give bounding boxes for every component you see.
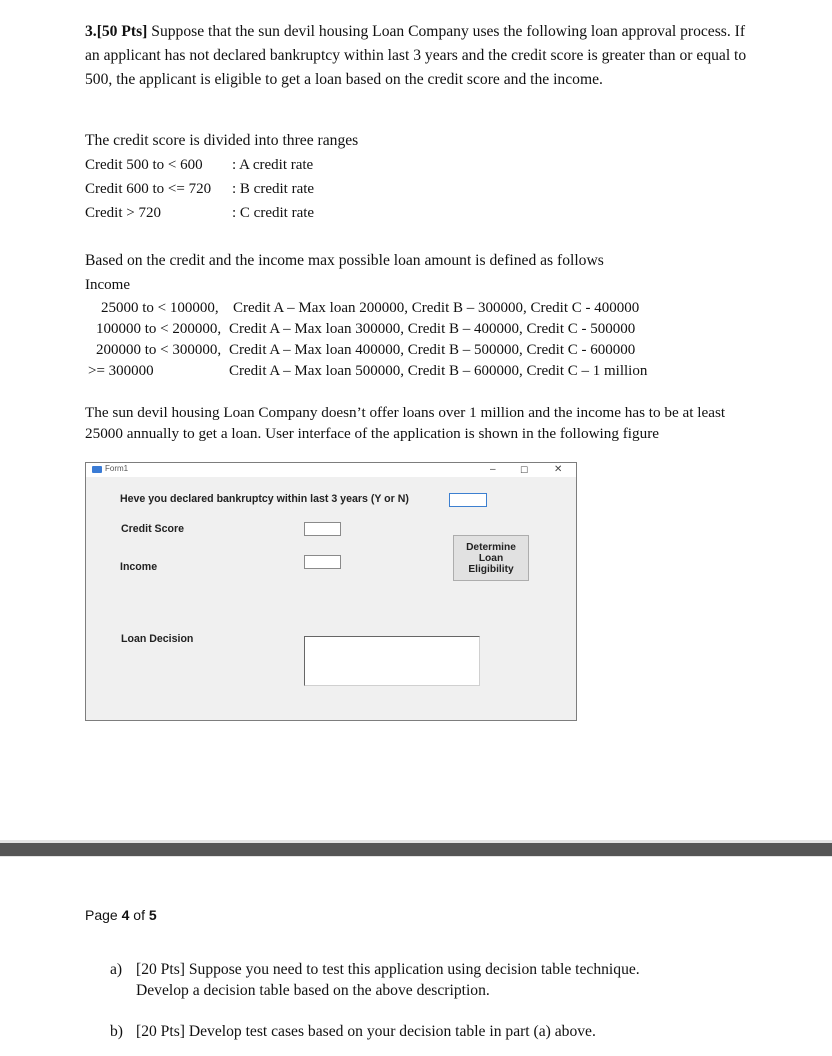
credit-rate-c: : C credit rate xyxy=(232,205,315,221)
credit-heading: The credit score is divided into three ranges xyxy=(85,132,359,149)
income-input[interactable] xyxy=(304,555,341,569)
income-loans-1: Credit A – Max loan 200000, Credit B – 300000, Credit C - 400000 xyxy=(233,300,640,316)
page-number xyxy=(85,907,157,923)
note-paragraph: The sun devil housing Loan Company doesn’t offer loans over 1 million and the income has to be at least 25000 annually to get a loan. User interface of the application is shown in the following figure xyxy=(85,404,726,442)
button-line-2: Loan xyxy=(478,553,504,564)
income-loans-4: Credit A – Max loan 500000, Credit B – 600000, Credit C – 1 million xyxy=(229,363,648,379)
intro-paragraph xyxy=(85,20,750,92)
income-field-label: Income xyxy=(120,561,158,573)
credit-score-input[interactable] xyxy=(304,522,341,536)
bankruptcy-label: Heve you declared bankruptcy within last 3 years (Y or N) xyxy=(120,493,409,505)
determine-loan-eligibility-button[interactable] xyxy=(453,535,529,581)
credit-range-b: Credit 600 to <= 720 xyxy=(85,181,212,197)
button-line-3: Eligibility xyxy=(468,564,514,575)
page-break-bar-dark xyxy=(0,843,832,856)
income-range-4: >= 300000 xyxy=(88,363,154,379)
loan-decision-output[interactable] xyxy=(304,636,480,686)
question-a-line1: [20 Pts] Suppose you need to test this application using decision table technique. xyxy=(136,961,640,978)
credit-range-c: Credit > 720 xyxy=(85,205,161,221)
intro-points: 3.[50 Pts] xyxy=(85,23,148,40)
form-titlebar xyxy=(86,463,576,477)
question-b-label: b) xyxy=(110,1023,123,1040)
page-prefix: Page xyxy=(85,907,122,923)
credit-rate-b: : B credit rate xyxy=(232,181,315,197)
income-loans-2: Credit A – Max loan 300000, Credit B – 400000, Credit C - 500000 xyxy=(229,321,636,337)
credit-range-a: Credit 500 to < 600 xyxy=(85,157,203,173)
form-app-icon xyxy=(92,466,102,473)
question-a-label: a) xyxy=(110,961,123,978)
income-loans-3: Credit A – Max loan 400000, Credit B – 500000, Credit C - 600000 xyxy=(229,342,636,358)
page-current: 4 xyxy=(121,907,130,923)
minimize-icon[interactable]: – xyxy=(490,464,496,475)
question-a-line2: Develop a decision table based on the above description. xyxy=(136,982,490,999)
page-total: 5 xyxy=(148,907,157,923)
income-heading: Based on the credit and the income max possible loan amount is defined as follows xyxy=(85,252,604,269)
income-range-1: 25000 to < 100000, xyxy=(101,300,219,316)
bankruptcy-input[interactable] xyxy=(449,493,487,507)
intro-text: Suppose that the sun devil housing Loan Company uses the following loan approval process. If an applicant has not declared bankruptcy within last 3 years and the credit score is greater than or equal to 500, the applicant is eligible to get a loan based on the credit score and the income. xyxy=(85,23,747,88)
page-of: of xyxy=(129,907,149,923)
loan-decision-label: Loan Decision xyxy=(121,633,194,645)
credit-score-label: Credit Score xyxy=(121,523,184,535)
maximize-icon[interactable]: ☐ xyxy=(520,465,529,475)
close-icon[interactable]: ✕ xyxy=(554,464,563,475)
form-title: Form1 xyxy=(105,464,129,473)
income-range-3: 200000 to < 300000, xyxy=(96,342,222,358)
income-range-2: 100000 to < 200000, xyxy=(96,321,222,337)
credit-rate-a: : A credit rate xyxy=(232,157,314,173)
income-label: Income xyxy=(85,277,130,293)
question-b-line1: [20 Pts] Develop test cases based on your decision table in part (a) above. xyxy=(136,1023,596,1040)
button-line-1: Determine xyxy=(466,542,516,553)
